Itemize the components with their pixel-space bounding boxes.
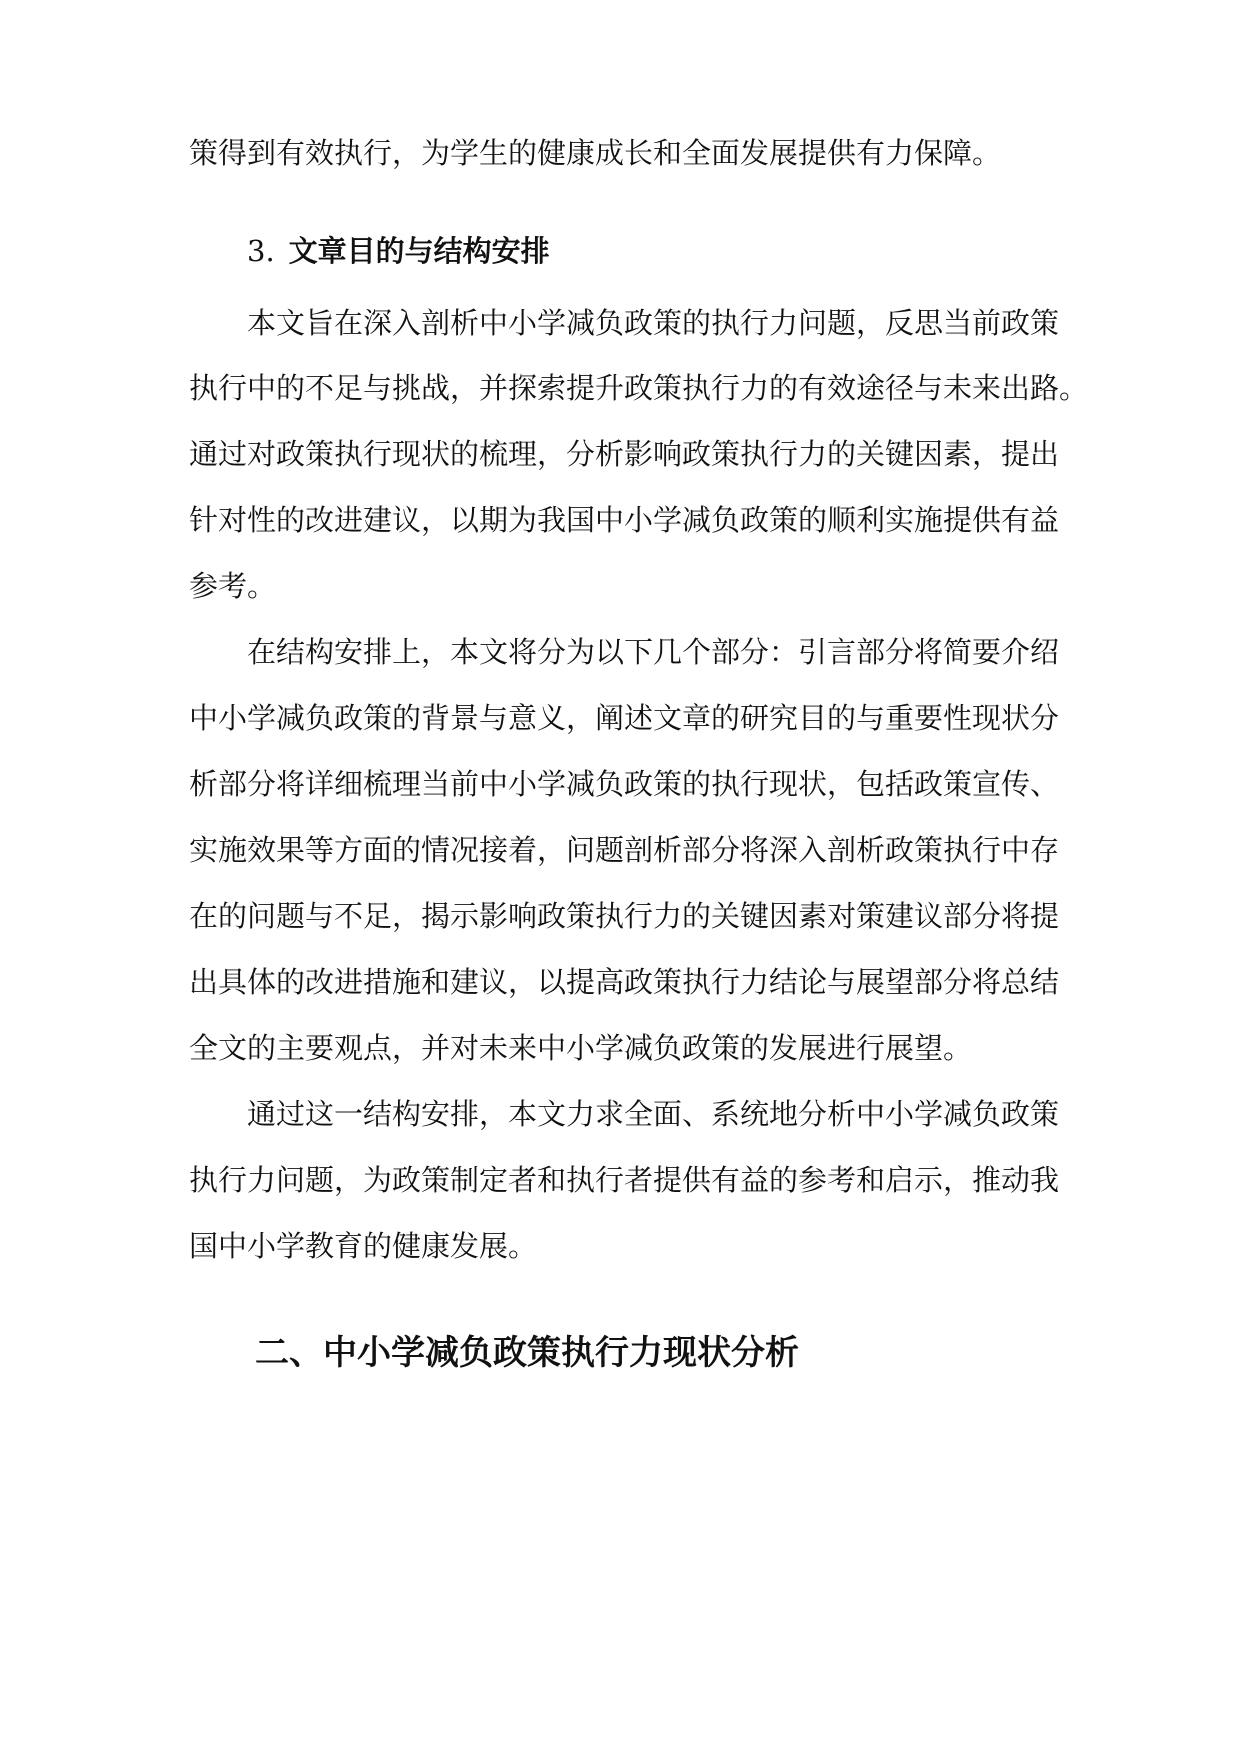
paragraph-1-line: 参考。 [189,569,277,603]
paragraph-2-line: 全文的主要观点，并对未来中小学减负政策的发展进行展望。 [189,1031,973,1065]
paragraph-1-line: 本文旨在深入剖析中小学减负政策的执行力问题，反思当前政策 [247,306,1060,340]
paragraph-2-line: 中小学减负政策的背景与意义，阐述文章的研究目的与重要性现状分 [189,701,1060,735]
section-heading: 二、中小学减负政策执行力现状分析 [255,1333,799,1373]
paragraph-1-line: 执行中的不足与挑战，并探索提升政策执行力的有效途径与未来出路。 [189,371,1089,405]
paragraph-2-line: 出具体的改进措施和建议，以提高政策执行力结论与展望部分将总结 [189,965,1060,999]
paragraph-2-line: 析部分将详细梳理当前中小学减负政策的执行现状，包括政策宣传、 [189,767,1060,801]
paragraph-1-line: 通过对政策执行现状的梳理，分析影响政策执行力的关键因素，提出 [189,437,1060,471]
continuation-line: 策得到有效执行，为学生的健康成长和全面发展提供有力保障。 [189,136,1002,170]
subsection-title: 文章目的与结构安排 [288,234,550,268]
paragraph-3-line: 国中小学教育的健康发展。 [189,1229,538,1263]
paragraph-3-line: 执行力问题，为政策制定者和执行者提供有益的参考和启示，推动我 [189,1163,1060,1197]
paragraph-2-line: 在的问题与不足，揭示影响政策执行力的关键因素对策建议部分将提 [189,899,1060,933]
paragraph-2-line: 实施效果等方面的情况接着，问题剖析部分将深入剖析政策执行中存 [189,833,1060,867]
paragraph-1-line: 针对性的改进建议，以期为我国中小学减负政策的顺利实施提供有益 [189,503,1060,537]
subsection-heading [247,231,550,271]
paragraph-3-line: 通过这一结构安排，本文力求全面、系统地分析中小学减负政策 [247,1097,1060,1131]
paragraph-2-line: 在结构安排上，本文将分为以下几个部分：引言部分将简要介绍 [247,635,1060,669]
subsection-number: 3. [247,234,275,268]
